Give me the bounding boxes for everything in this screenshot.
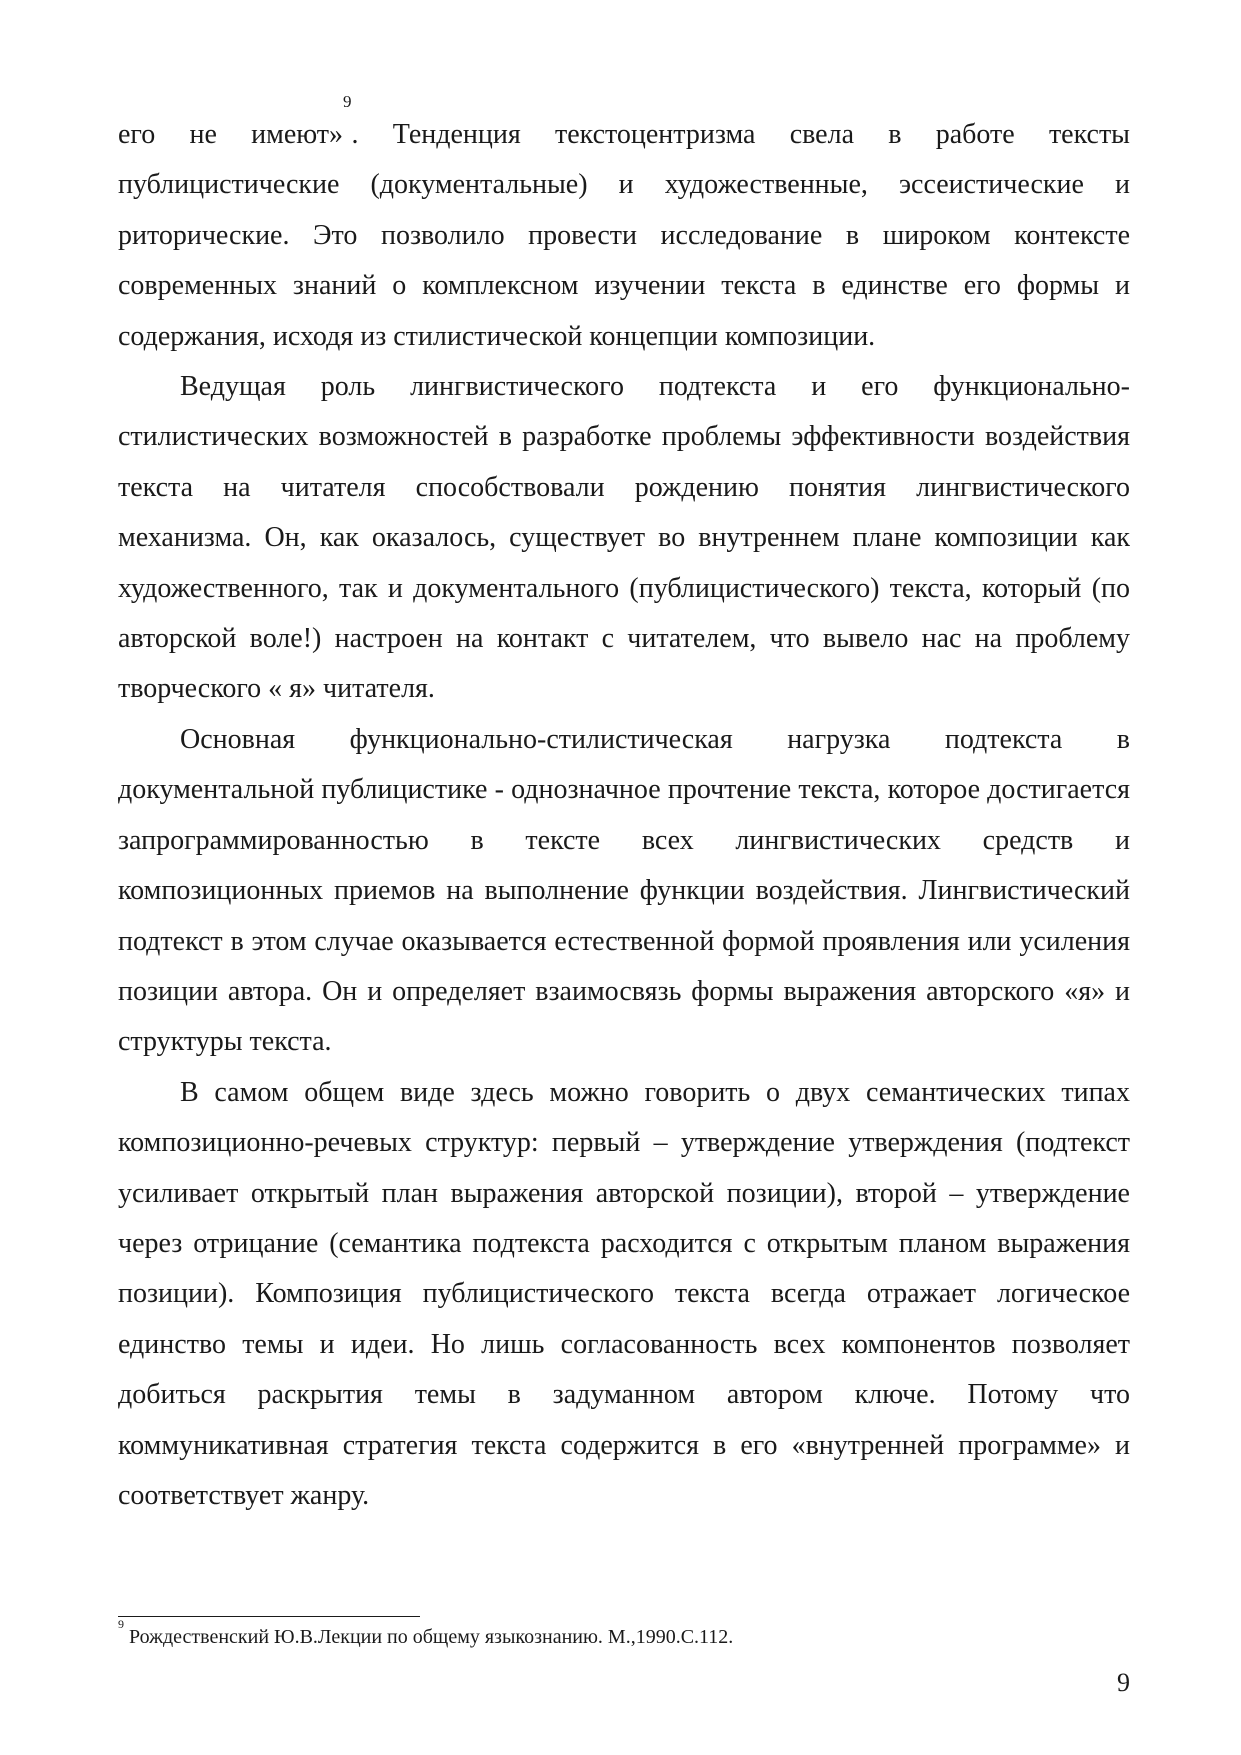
footnote (118, 1617, 1130, 1650)
paragraph-linguistic-subtext: Ведущая роль лингвистического подтекста и его функционально-стилистических возможностей в разработке проблемы эффективности воздействия текста на читателя способствовали рождению понятия лингвистического механизма. Он, как оказалось, существует во внутреннем плане композиции как художественного, так и документального (публицистического) текста, который (по авторской воле!) настроен на контакт с читателем, что вывело нас на проблему творческого « я» читателя. (118, 371, 1130, 705)
paragraph-text-end: . Тенденция текстоцентризма свела в работе тексты публицистические (документальные) и художественные, эссеистические и риторические. Это позволило провести исследование в широком контексте современных знаний о комплексном изучении текста в единстве его формы и содержания, исходя из стилистической концепции композиции. (118, 119, 1130, 352)
paragraph-text-start: его не имеют» (118, 119, 344, 150)
document-page (118, 92, 1130, 1521)
paragraph-functional-load: Основная функционально-стилистическая нагрузка подтекста в документальной публицистике - однозначное прочтение текста, которое достигается запрограммированностью в тексте всех лингвистических средств и композиционных приемов на выполнение функции воздействия. Лингвистический подтекст в этом случае оказывается естественной формой проявления или усиления позиции автора. Он и определяет взаимосвязь формы выражения авторского «я» и структуры текста. (118, 723, 1130, 1058)
footnote-divider (118, 1616, 420, 1617)
paragraph-continuation (118, 92, 1130, 362)
footnote-number: 9 (118, 1617, 124, 1632)
paragraph-semantic-types: В самом общем виде здесь можно говорить о двух семантических типах композиционно-речевых структур: первый – утверждение утверждения (подтекст усиливает открытый план выражения авторской позиции), второй – утверждение через отрицание (семантика подтекста расходится с открытым планом выражения позиции). Композиция публицистического текста всегда отражает логическое единство темы и идеи. Но лишь согласованность всех компонентов позволяет добиться раскрытия темы в задуманном автором ключе. Потому что коммуникативная стратегия текста содержится в его «внутренней программе» и соответствует жанру. (118, 1076, 1130, 1511)
page-number: 9 (1117, 1668, 1130, 1697)
footnote-text: Рождественский Ю.В.Лекции по общему языкознанию. М.,1990.С.112. (129, 1626, 734, 1648)
footnote-reference: 9 (343, 92, 352, 111)
